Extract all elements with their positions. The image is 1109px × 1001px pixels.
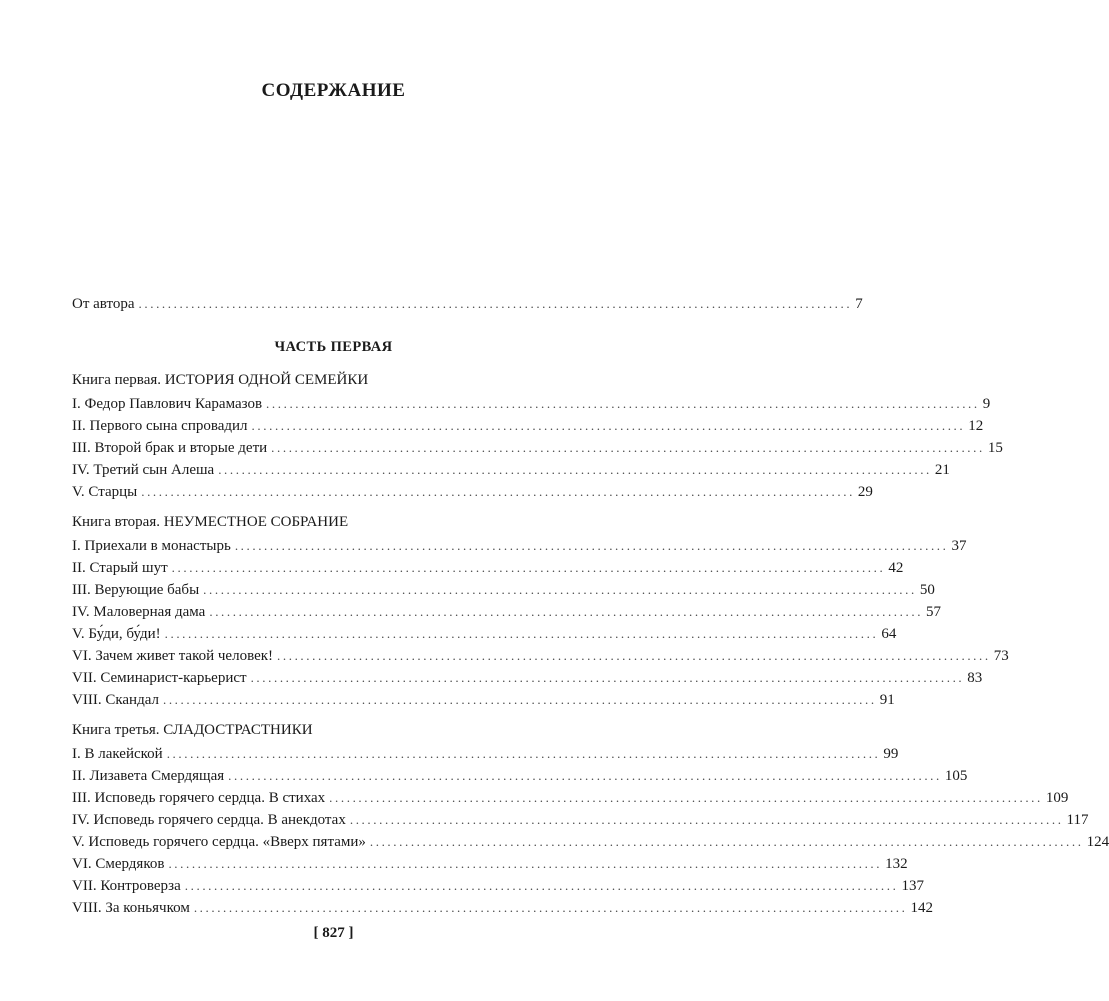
- toc-entry-label: V. Бу́ди, бу́ди!: [72, 626, 161, 642]
- toc-entry-page: 29: [857, 484, 873, 500]
- dot-leader: ..........................................................................................................................: [234, 538, 949, 553]
- page-number: [ 827 ]: [313, 925, 354, 941]
- toc-entry-page: 50: [919, 582, 935, 598]
- toc-entry-page: 137: [901, 878, 924, 894]
- dot-leader: ..........................................................................................................................: [171, 560, 886, 575]
- toc-entry: [72, 582, 935, 604]
- toc-entry-label: VI. Зачем живет такой человек!: [72, 648, 274, 664]
- dot-leader: ..........................................................................................................................: [168, 856, 883, 871]
- toc-entry: [72, 604, 942, 626]
- book-heading-1: Книга первая. ИСТОРИЯ ОДНОЙ СЕМЕЙКИ: [72, 372, 369, 388]
- part-heading: ЧАСТЬ ПЕРВАЯ: [274, 339, 393, 355]
- toc-entry-label: II. Первого сына спровадил: [72, 418, 248, 434]
- dot-leader: ..........................................................................................................................: [369, 834, 1084, 849]
- toc-entry-page: 132: [885, 856, 908, 872]
- toc-entry: [72, 746, 899, 768]
- toc-entry-page: 42: [888, 560, 904, 576]
- toc-entry: [72, 648, 1009, 670]
- toc-entry-page: 117: [1066, 812, 1089, 828]
- dot-leader: ..........................................................................................................................: [184, 878, 899, 893]
- dot-leader: ..........................................................................................................................: [329, 790, 1043, 805]
- toc-entry-label: I. Федор Павлович Карамазов: [72, 396, 263, 412]
- toc-entry-intro: [72, 296, 863, 318]
- toc-entry-page: 7: [855, 296, 863, 312]
- toc-entry: [72, 670, 983, 692]
- toc-entry-page: 12: [968, 418, 984, 434]
- toc-entry-label: VIII. Скандал: [72, 692, 159, 708]
- dot-leader: ..........................................................................................................................: [228, 768, 942, 783]
- toc-entry-page: 57: [926, 604, 942, 620]
- dot-leader: ..........................................................................................................................: [141, 484, 855, 499]
- dot-leader: ..........................................................................................................................: [277, 648, 991, 663]
- dot-leader: ..........................................................................................................................: [271, 440, 985, 455]
- toc-entry-label: VIII. За коньячком: [72, 900, 190, 916]
- toc-entry: [72, 812, 1089, 834]
- dot-leader: ..........................................................................................................................: [209, 604, 924, 619]
- toc-entry: [72, 538, 967, 560]
- toc-entry-page: 9: [982, 396, 991, 412]
- dot-leader: ..........................................................................................................................: [349, 812, 1064, 827]
- toc-entry-label: IV. Маловерная дама: [72, 604, 206, 620]
- dot-leader: ..........................................................................................................................: [193, 900, 908, 915]
- toc-entry: [72, 834, 1109, 856]
- toc-entry: [72, 626, 897, 648]
- toc-entry: [72, 396, 991, 418]
- toc-entry-label: I. Приехали в монастырь: [72, 538, 231, 554]
- toc-entry-label: V. Старцы: [72, 484, 138, 500]
- toc-entry-page: 83: [967, 670, 983, 686]
- dot-leader: ..........................................................................................................................: [251, 418, 966, 433]
- toc-entry-label: I. В лакейской: [72, 746, 163, 762]
- toc-entry: [72, 790, 1069, 812]
- toc-entry: [72, 768, 968, 790]
- toc-entry: [72, 878, 924, 900]
- dot-leader: ..........................................................................................................................: [166, 746, 881, 761]
- toc-entry-page: 73: [993, 648, 1009, 664]
- toc-entry-label: III. Исповедь горячего сердца. В стихах: [72, 790, 326, 806]
- toc-entry-page: 124: [1086, 834, 1109, 850]
- toc-entry-page: 91: [879, 692, 895, 708]
- toc-entry-page: 37: [951, 538, 967, 554]
- toc-entry-page: 105: [944, 768, 968, 784]
- toc-entry: [72, 692, 895, 714]
- toc-entry: [72, 440, 1003, 462]
- toc-entry-label: От автора: [72, 296, 135, 312]
- toc-entry-label: III. Второй брак и вторые дети: [72, 440, 268, 456]
- toc-entry-page: 21: [934, 462, 950, 478]
- dot-leader: ..........................................................................................................................: [203, 582, 917, 597]
- dot-leader: ..........................................................................................................................: [162, 692, 877, 707]
- toc-entry-label: V. Исповедь горячего сердца. «Вверх пятами»: [72, 834, 366, 850]
- toc-entry-label: IV. Исповедь горячего сердца. В анекдотах: [72, 812, 346, 828]
- toc-entry-label: VII. Контроверза: [72, 878, 181, 894]
- toc-entry-page: 99: [883, 746, 899, 762]
- toc-entry: [72, 484, 873, 506]
- book-heading-3: Книга третья. СЛАДОСТРАСТНИКИ: [72, 722, 313, 738]
- toc-entry-label: III. Верующие бабы: [72, 582, 200, 598]
- dot-leader: ..........................................................................................................................: [250, 670, 965, 685]
- toc-entry-label: VII. Семинарист-карьерист: [72, 670, 247, 686]
- toc-entry-page: 142: [910, 900, 934, 916]
- toc-entry: [72, 856, 908, 878]
- page-title: СОДЕРЖАНИЕ: [261, 80, 406, 101]
- toc-entry: [72, 462, 950, 484]
- dot-leader: ..........................................................................................................................: [138, 296, 853, 311]
- toc-entry: [72, 900, 934, 922]
- toc-entry-page: 109: [1045, 790, 1069, 806]
- dot-leader: ..........................................................................................................................: [266, 396, 980, 411]
- dot-leader: ..........................................................................................................................: [164, 626, 879, 641]
- toc-entry-label: VI. Смердяков: [72, 856, 165, 872]
- toc-entry-label: IV. Третий сын Алеша: [72, 462, 215, 478]
- toc-entry: [72, 418, 984, 440]
- toc-entry: [72, 560, 904, 582]
- dot-leader: ..........................................................................................................................: [218, 462, 932, 477]
- toc-entry-label: II. Старый шут: [72, 560, 168, 576]
- toc-entry-label: II. Лизавета Смердящая: [72, 768, 225, 784]
- toc-entry-page: 15: [987, 440, 1003, 456]
- toc-entry-page: 64: [881, 626, 897, 642]
- book-heading-2: Книга вторая. НЕУМЕСТНОЕ СОБРАНИЕ: [72, 514, 349, 530]
